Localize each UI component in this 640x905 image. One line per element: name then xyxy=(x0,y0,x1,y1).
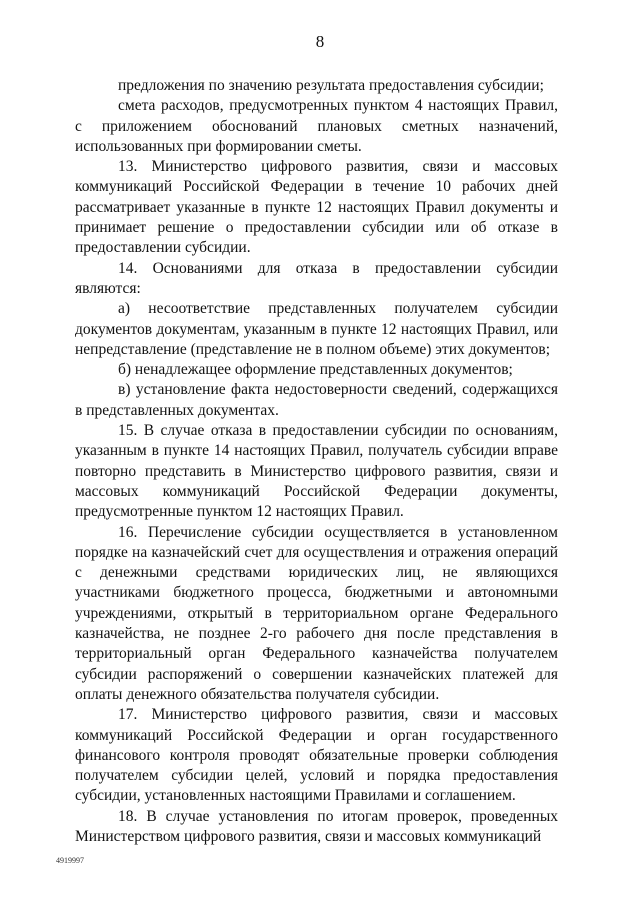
document-code: 4919997 xyxy=(56,856,84,865)
page-number: 8 xyxy=(315,32,325,51)
document-body xyxy=(75,76,558,847)
paragraph-clause-13: 13. Министерство цифрового развития, связи и массовых коммуникаций Российской Федерации в течение 10 рабочих дней рассматривает указанные в пункте 12 настоящих Правил документы и принимает решение о предоставлении субсидии или об отказе в предоставлении субсидии. xyxy=(75,158,558,257)
paragraph-clause-14-a: а) несоответствие представленных получателем субсидии документов документам, указанным в пункте 12 настоящих Правил, или непредставление (представление не в полном объеме) этих документов; xyxy=(75,300,558,358)
paragraph-clause-14: 14. Основаниями для отказа в предоставлении субсидии являются: xyxy=(75,259,558,297)
paragraph-clause-14-c: в) установление факта недостоверности сведений, содержащихся в представленных документах. xyxy=(75,381,558,419)
paragraph-proposals: предложения по значению результата предоставления субсидии; xyxy=(118,77,544,94)
paragraph-clause-14-b: б) ненадлежащее оформление представленных документов; xyxy=(118,361,513,379)
paragraph-clause-15: 15. В случае отказа в предоставлении субсидии по основаниям, указанным в пункте 14 настоящих Правил, получатель субсидии вправе повторно представить в Министерство цифрового развития, связи и массовых коммуникаций Российской Федерации документы, предусмотренные пунктом 12 настоящих Правил. xyxy=(75,422,558,521)
paragraph-clause-17: 17. Министерство цифрового развития, связи и массовых коммуникаций Российской Федерации и орган государственного финансового контроля проводят обязательные проверки соблюдения получателем субсидии целей, условий и порядка предоставления субсидии, установленных настоящими Правилами и соглашением. xyxy=(75,706,558,805)
paragraph-clause-18: 18. В случае установления по итогам проверок, проведенных Министерством цифрового развития, связи и массовых коммуникаций xyxy=(75,807,558,845)
paragraph-expense-estimate: смета расходов, предусмотренных пунктом 4 настоящих Правил, с приложением обоснований плановых сметных назначений, использованных при формировании сметы. xyxy=(75,97,558,155)
paragraph-clause-16: 16. Перечисление субсидии осуществляется в установленном порядке на казначейский счет для осуществления и отражения операций с денежными средствами юридических лиц, не являющихся участниками бюджетного процесса, бюджетными и автономными учреждениями, открытый в территориальном органе Федерального казначейства, не позднее 2-го рабочего дня после представления в территориальный орган Федерального казначейства получателем субсидии распоряжений о совершении казначейских платежей для оплаты денежного обязательства получателя субсидии. xyxy=(75,523,558,703)
